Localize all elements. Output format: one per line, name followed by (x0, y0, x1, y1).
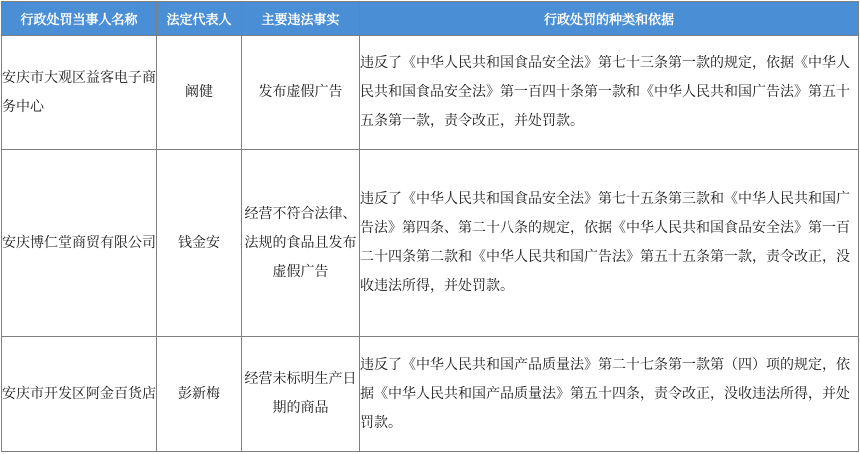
basis-cell: 违反了《中华人民共和国食品安全法》第七十五条第三款和《中华人民共和国广告法》第四条、第二十八条的规定，依据《中华人民共和国食品安全法》第一百二十四条第二款和《中华人民共和国广告法》第五十五条第一款，责令改正，没收违法所得，并处罚款。 (360, 150, 859, 337)
representative-cell: 彭新梅 (157, 337, 242, 452)
basis-cell: 违反了《中华人民共和国产品质量法》第二十七条第一款第（四）项的规定，依据《中华人民共和国产品质量法》第五十四条，责令改正，没收违法所得，并处罚款。 (360, 337, 859, 452)
table-row (2, 150, 859, 337)
party-cell: 安庆市开发区阿金百货店 (2, 337, 157, 452)
header-basis: 行政处罚的种类和依据 (360, 2, 859, 36)
fact-cell: 经营不符合法律、法规的食品且发布虚假广告 (242, 150, 360, 337)
header-party: 行政处罚当事人名称 (2, 2, 157, 36)
party-cell: 安庆市大观区益客电子商务中心 (2, 36, 157, 150)
header-row (2, 2, 859, 36)
representative-cell: 钱金安 (157, 150, 242, 337)
representative-cell: 阚健 (157, 36, 242, 150)
fact-cell: 经营未标明生产日期的商品 (242, 337, 360, 452)
table-row (2, 337, 859, 452)
party-cell: 安庆博仁堂商贸有限公司 (2, 150, 157, 337)
basis-cell: 违反了《中华人民共和国食品安全法》第七十三条第一款的规定，依据《中华人民共和国食品安全法》第一百四十条第一款和《中华人民共和国广告法》第五十五条第一款，责令改正，并处罚款。 (360, 36, 859, 150)
penalty-table (1, 1, 859, 452)
header-fact: 主要违法事实 (242, 2, 360, 36)
fact-cell: 发布虚假广告 (242, 36, 360, 150)
header-representative: 法定代表人 (157, 2, 242, 36)
table-row (2, 36, 859, 150)
